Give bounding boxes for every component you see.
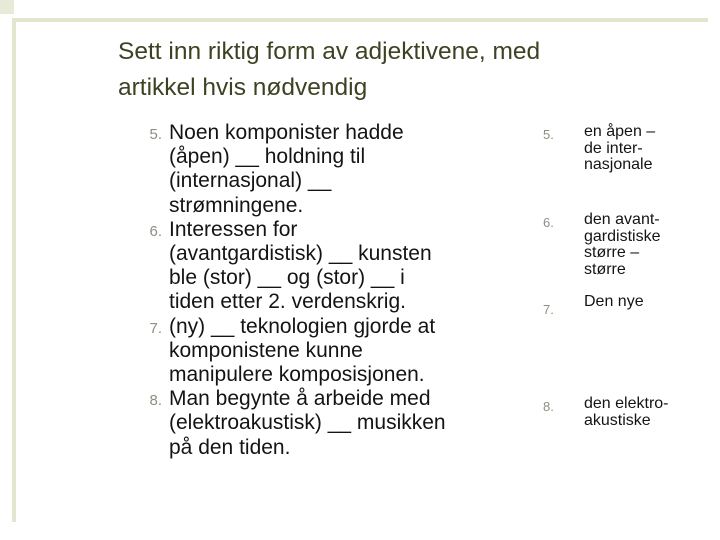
question-item <box>118 387 518 460</box>
answer-line: gardistiske <box>584 227 661 245</box>
question-line: (internasjonal) __ <box>169 169 332 193</box>
answer-number: 8. <box>543 399 554 414</box>
question-line: på den tiden. <box>169 435 291 459</box>
answer-text <box>584 396 669 429</box>
question-number: 6. <box>149 222 162 240</box>
answer-line: Den nye <box>584 293 644 310</box>
answer-line: større <box>584 260 626 278</box>
question-line: komponistene kunne <box>169 338 363 362</box>
question-list <box>118 121 518 460</box>
answer-line: de inter- <box>584 139 643 157</box>
answer-line: en åpen – <box>584 123 656 140</box>
question-number: 7. <box>149 319 162 337</box>
answer-number: 7. <box>543 302 554 317</box>
title-line: artikkel hvis nødvendig <box>118 74 368 101</box>
question-line: (avantgardistisk) __ kunsten <box>169 242 432 266</box>
answer-number: 6. <box>543 215 554 230</box>
question-line: (elektroakustisk) __ musikken <box>169 411 446 435</box>
question-item <box>118 218 518 315</box>
question-line: ble (stor) __ og (stor) __ i <box>169 266 405 290</box>
title-line: Sett inn riktig form av adjektivene, med <box>118 38 541 65</box>
question-number: 5. <box>149 126 162 143</box>
slide-title <box>118 34 678 106</box>
question-item <box>118 121 518 218</box>
corner-decoration <box>0 0 14 14</box>
answer-line: akustiske <box>584 411 651 429</box>
top-border <box>12 18 708 22</box>
answer-text <box>584 212 660 278</box>
answer-text <box>584 294 644 311</box>
question-line: (ny) __ teknologien gjorde at <box>169 314 436 338</box>
answer-line: den avant- <box>584 211 660 228</box>
answer-text <box>584 124 655 174</box>
left-border <box>12 18 16 522</box>
question-item <box>118 315 518 388</box>
answer-line: større – <box>584 244 640 261</box>
question-line: Noen komponister hadde <box>169 121 404 144</box>
question-line: strømningene. <box>169 193 304 217</box>
question-number: 8. <box>149 392 162 410</box>
question-line: Interessen for <box>169 217 298 241</box>
question-line: tiden etter 2. verdenskrig. <box>169 290 406 314</box>
question-line: manipulere komposisjonen. <box>169 363 425 387</box>
answer-number: 5. <box>543 127 554 142</box>
question-line: Man begynte å arbeide med <box>169 387 431 411</box>
answer-line: nasjonale <box>584 156 653 173</box>
question-line: (åpen) __ holdning til <box>169 145 366 169</box>
answer-line: den elektro- <box>584 395 669 412</box>
